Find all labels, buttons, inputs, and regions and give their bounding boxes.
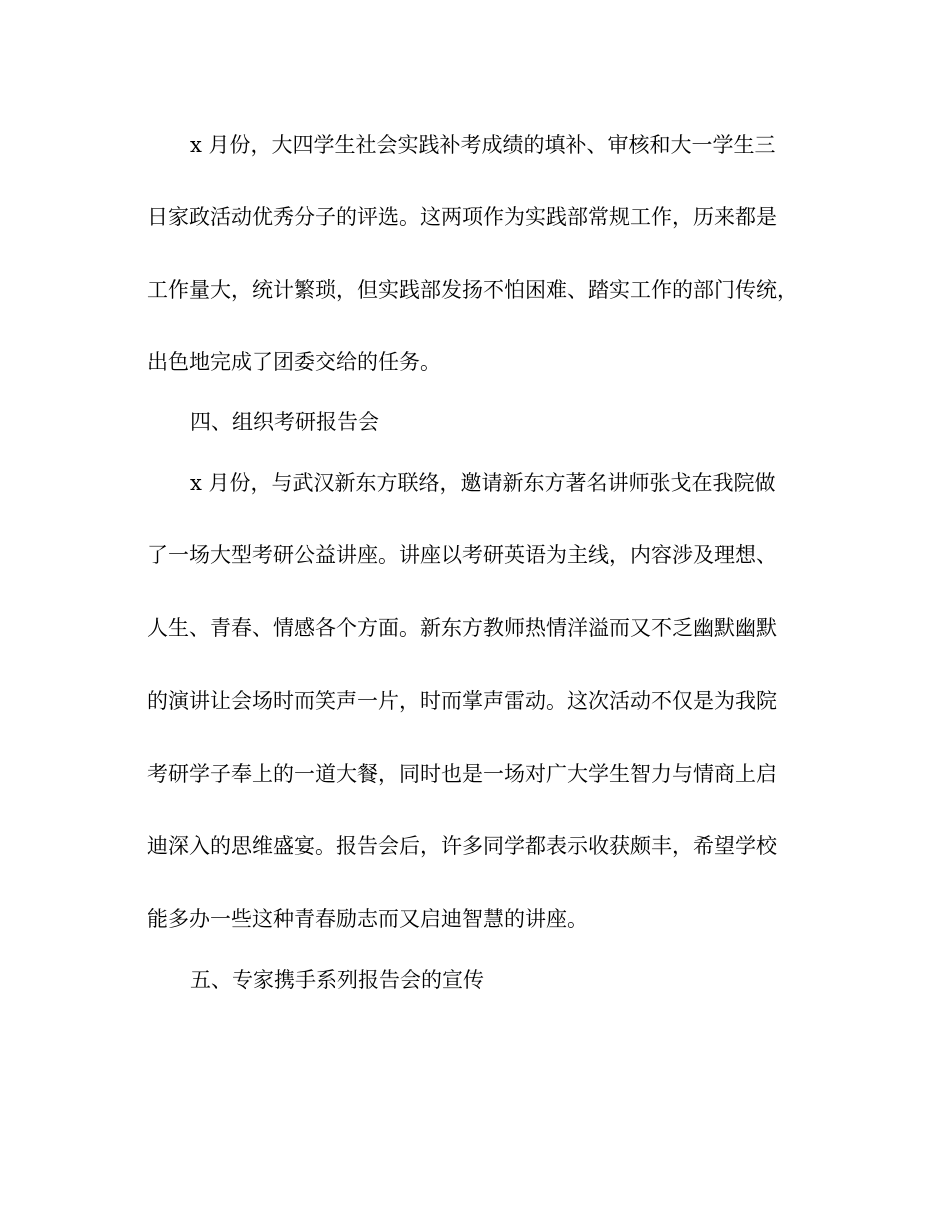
paragraph-line-5: x 月份，与武汉新东方联络，邀请新东方著名讲师张戈在我院做 — [190, 471, 776, 495]
section-heading-4: 四、组织考研报告会 — [190, 410, 379, 434]
section-heading-5: 五、专家携手系列报告会的宣传 — [190, 968, 484, 992]
paragraph-line-1: x 月份，大四学生社会实践补考成绩的填补、审核和大一学生三 — [190, 133, 776, 157]
paragraph-line-7: 人生、青春、情感各个方面。新东方教师热情洋溢而又不乏幽默幽默 — [147, 616, 777, 640]
paragraph-line-10: 迪深入的思维盛宴。报告会后，许多同学都表示收获颇丰，希望学校 — [147, 834, 777, 858]
paragraph-line-9: 考研学子奉上的一道大餐，同时也是一场对广大学生智力与情商上启 — [147, 762, 777, 786]
paragraph-line-6: 了一场大型考研公益讲座。讲座以考研英语为主线，内容涉及理想、 — [147, 543, 777, 567]
paragraph-line-11: 能多办一些这种青春励志而又启迪智慧的讲座。 — [147, 907, 588, 931]
paragraph-line-2: 日家政活动优秀分子的评选。这两项作为实践部常规工作，历来都是 — [147, 205, 777, 229]
paragraph-line-8: 的演讲让会场时而笑声一片，时而掌声雷动。这次活动不仅是为我院 — [147, 689, 777, 713]
paragraph-line-3: 工作量大，统计繁琐，但实践部发扬不怕困难、踏实工作的部门传统， — [147, 278, 798, 302]
paragraph-line-4: 出色地完成了团委交给的任务。 — [147, 350, 441, 374]
